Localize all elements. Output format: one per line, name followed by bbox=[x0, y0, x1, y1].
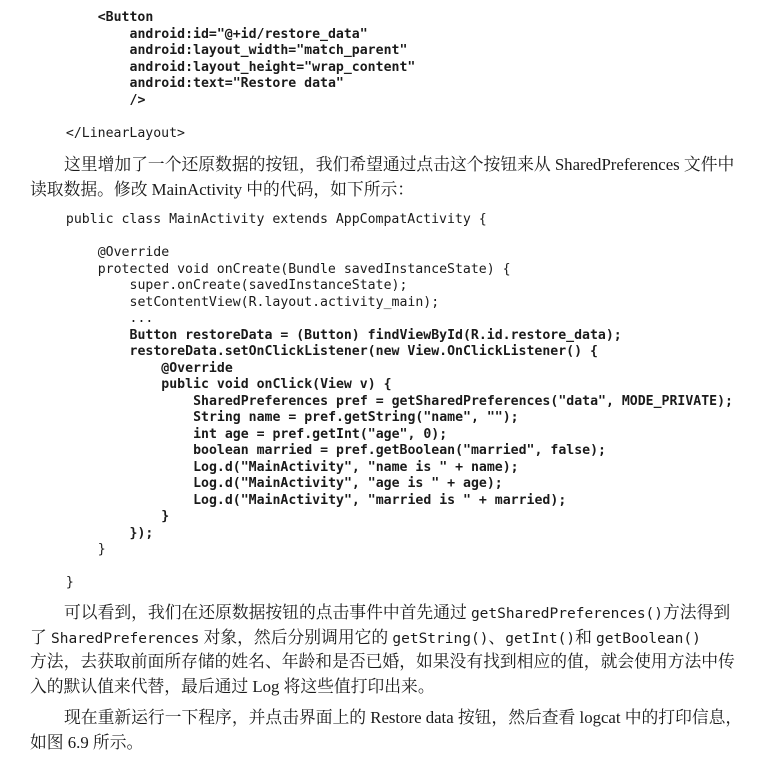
code-line: int age = pref.getInt("age", 0); bbox=[193, 426, 448, 442]
code-line: @Override bbox=[161, 360, 233, 376]
code-line: setContentView(R.layout.activity_main); bbox=[129, 294, 440, 310]
code-line: <Button bbox=[97, 10, 154, 25]
code-line: String name = pref.getString("name", ""); bbox=[193, 410, 519, 425]
inline-code-getstring: getString() bbox=[392, 630, 489, 647]
paragraph-run-program-line-1: 现在重新运行一下程序，并点击界面上的 Restore data 按钮，然后查看 logcat 中的打印信息， bbox=[64, 708, 743, 727]
paragraph-explanation-line-3: 方法，去获取前面所存储的姓名、年龄和是否已婚，如果没有找到相应的值，就会使用方法中传 bbox=[30, 652, 735, 671]
text-run: 对象，然后分别调用它的 bbox=[199, 627, 393, 647]
paragraph-explanation-line-1 bbox=[30, 601, 740, 626]
code-line: Log.d("MainActivity", "age is " + age); bbox=[193, 476, 503, 491]
code-block-main-activity bbox=[50, 212, 733, 592]
code-line: android:id="@+id/restore_data" bbox=[129, 26, 368, 42]
code-line: } bbox=[161, 509, 170, 524]
code-block-layout-xml bbox=[50, 10, 415, 142]
code-line: ... bbox=[129, 311, 154, 326]
inline-code-getboolean: getBoolean() bbox=[596, 630, 701, 647]
code-line: Log.d("MainActivity", "married is " + married); bbox=[193, 492, 567, 508]
code-line: boolean married = pref.getBoolean("married", false); bbox=[193, 443, 606, 458]
text-run: 可以看到，我们在还原数据按钮的点击事件中首先通过 bbox=[64, 603, 471, 622]
text-run: 、 bbox=[488, 627, 506, 647]
code-line bbox=[50, 109, 415, 126]
code-line: Button restoreData = (Button) findViewById(R.id.restore_data); bbox=[129, 327, 622, 343]
code-line: @Override bbox=[97, 245, 170, 260]
paragraph-run-program bbox=[30, 706, 743, 755]
text-run: 方法得到 bbox=[663, 603, 731, 622]
code-line: android:layout_height="wrap_content" bbox=[129, 59, 416, 75]
code-line: public class MainActivity extends AppCompatActivity { bbox=[65, 212, 487, 227]
paragraph-intro-line-1: 这里增加了一个还原数据的按钮，我们希望通过点击这个按钮来从 SharedPreferences 文件中 bbox=[64, 155, 735, 174]
code-line: android:text="Restore data" bbox=[129, 76, 344, 91]
code-line: </LinearLayout> bbox=[65, 125, 185, 141]
code-line bbox=[50, 559, 733, 576]
inline-code-getint: getInt() bbox=[505, 630, 576, 647]
code-line: public void onClick(View v) { bbox=[161, 377, 392, 392]
inline-code-getsharedpreferences: getSharedPreferences() bbox=[470, 606, 664, 622]
text-run: 了 bbox=[30, 627, 51, 647]
code-line: SharedPreferences pref = getSharedPreferences("data", MODE_PRIVATE); bbox=[193, 393, 733, 409]
code-line: } bbox=[97, 542, 106, 557]
code-line: android:layout_width="match_parent" bbox=[129, 43, 408, 58]
paragraph-run-program-line-2: 如图 6.9 所示。 bbox=[30, 732, 144, 752]
paragraph-explanation-line-4: 入的默认值来代替，最后通过 Log 将这些值打印出来。 bbox=[30, 676, 435, 696]
code-line: }); bbox=[129, 525, 154, 541]
code-line bbox=[50, 229, 733, 246]
paragraph-intro-line-2: 读取数据。修改 MainActivity 中的代码，如下所示： bbox=[30, 179, 415, 199]
code-line: protected void onCreate(Bundle savedInstanceState) { bbox=[97, 261, 511, 277]
text-run: 和 bbox=[575, 627, 597, 647]
inline-code-sharedpreferences: SharedPreferences bbox=[50, 630, 200, 647]
code-line: } bbox=[65, 575, 74, 590]
paragraph-intro bbox=[30, 153, 740, 202]
code-line: /> bbox=[129, 92, 146, 108]
paragraph-explanation bbox=[30, 601, 740, 699]
code-line: restoreData.setOnClickListener(new View.OnClickListener() { bbox=[129, 344, 598, 359]
code-line: Log.d("MainActivity", "name is " + name); bbox=[193, 459, 519, 475]
code-line: super.onCreate(savedInstanceState); bbox=[129, 278, 408, 293]
paragraph-explanation-line-2 bbox=[30, 626, 740, 651]
